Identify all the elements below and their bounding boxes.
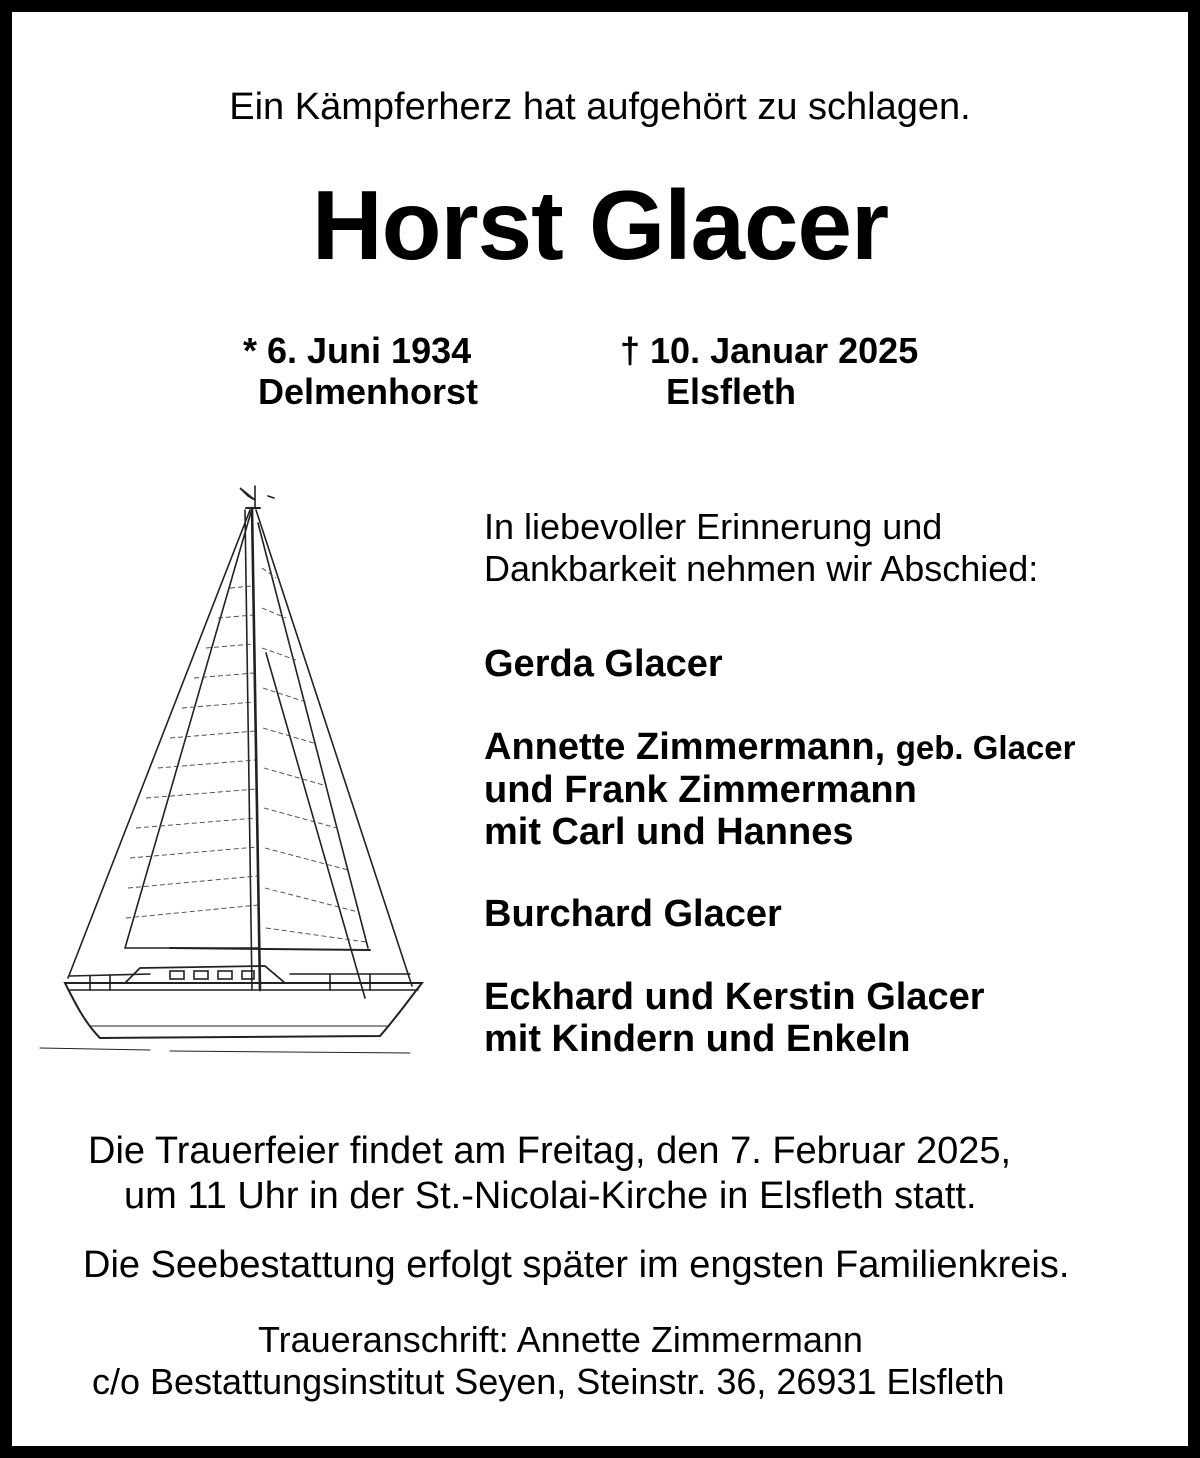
deceased-name: Horst Glacer bbox=[311, 170, 889, 280]
mourner-children-grandchildren: mit Kindern und Enkeln bbox=[484, 1018, 911, 1060]
mourner-gerda: Gerda Glacer bbox=[484, 643, 723, 685]
address-line-2: c/o Bestattungsinstitut Seyen, Steinstr. 36, 26931 Elsfleth bbox=[92, 1361, 1005, 1402]
death-place: Elsfleth bbox=[666, 371, 797, 412]
mourner-frank: und Frank Zimmermann bbox=[484, 769, 917, 811]
address-line-1: Traueranschrift: Annette Zimmermann bbox=[258, 1319, 863, 1360]
ceremony-line-1: Die Trauerfeier findet am Freitag, den 7. Februar 2025, bbox=[88, 1130, 1012, 1172]
mourner-annette-maiden-name: geb. Glacer bbox=[895, 729, 1076, 766]
farewell-line-1: In liebevoller Erinnerung und bbox=[484, 506, 943, 547]
headline: Ein Kämpferherz hat aufgehört zu schlagen. bbox=[229, 86, 971, 128]
mourner-burchard: Burchard Glacer bbox=[484, 893, 782, 935]
farewell-line-2: Dankbarkeit nehmen wir Abschied: bbox=[484, 548, 1039, 589]
mourner-eckhard-kerstin: Eckhard und Kerstin Glacer bbox=[484, 976, 985, 1018]
birth-date: * 6. Juni 1934 bbox=[243, 330, 472, 371]
ceremony-line-2: um 11 Uhr in der St.-Nicolai-Kirche in Elsfleth statt. bbox=[124, 1175, 977, 1217]
sailboat-drawing-icon bbox=[30, 478, 440, 1078]
death-date: † 10. Januar 2025 bbox=[620, 330, 919, 371]
birth-place: Delmenhorst bbox=[258, 371, 479, 412]
mourner-annette-name: Annette Zimmermann, bbox=[484, 726, 886, 768]
mourner-annette bbox=[484, 728, 1075, 766]
mourner-grandchildren: mit Carl und Hannes bbox=[484, 811, 854, 853]
burial-note: Die Seebestattung erfolgt später im engsten Familienkreis. bbox=[83, 1244, 1070, 1286]
